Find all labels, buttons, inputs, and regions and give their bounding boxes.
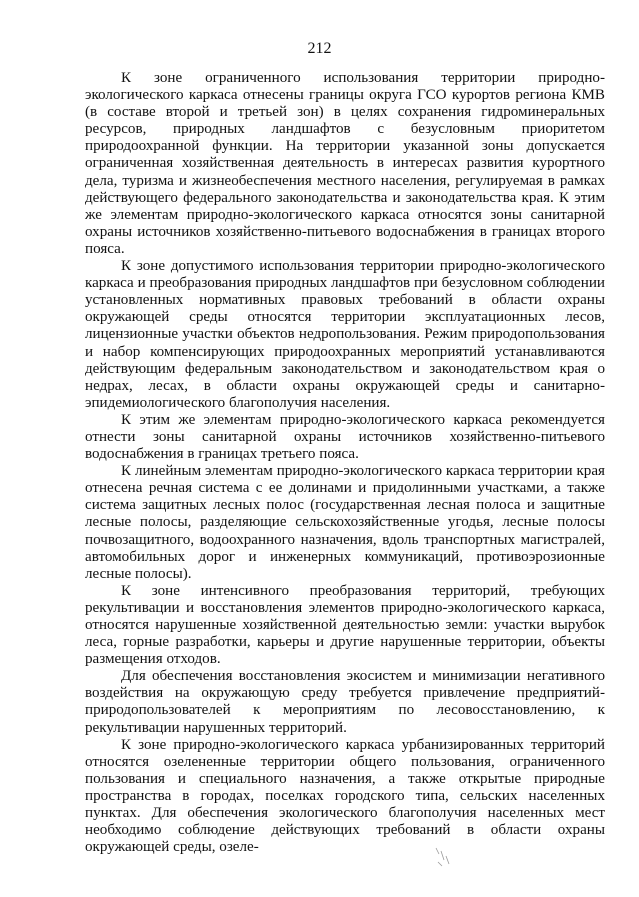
scan-mark xyxy=(430,842,460,872)
paragraph-third-belt-protection: К этим же элементам природно-экологического каркаса рекомендуется отнести зоны санитарной охраны источников хозяйственно-питьевого водоснабжения в границах третьего пояса. xyxy=(85,411,605,463)
page-number: 212 xyxy=(307,40,332,57)
paragraph-ecosystem-restoration: Для обеспечения восстановления экосистем и минимизации негативного воздействия на окружающую среду требуется привлечение предприятий-природопользователей к мероприятиям по лесовосстановлению, к рекультивации нарушенных территорий. xyxy=(85,668,605,736)
paragraph-urbanized-territories: К зоне природно-экологического каркаса урбанизированных территорий относятся озелененные территории общего пользования, ограниченного пользования и специального назначения, а также открытые природные пространства в городах, поселках городского типа, сельских населенных пунктах. Для обеспечения экологического благополучия населенных мест необходимо соблюдение действующих требований в области охраны окружающей среды, озеле- xyxy=(85,736,605,856)
paragraph-restricted-use-zone: К зоне ограниченного использования территории природно-экологического каркаса отнесены границы округа ГСО курортов региона КМВ (в составе второй и третьей зон) в целях сохранения гидроминеральных ресурсов, природных ландшафтов с безусловным приоритетом природоохранной функции. На территории указанной зоны допускается ограниченная хозяйственная деятельность в интересах развития курортного дела, туризма и жизнеобеспечения местного населения, регулируемая в рамках действующего федерального законодательства и законодательства края. К этим же элементам природно-экологического каркаса относятся зоны санитарной охраны источников хозяйственно-питьевого водоснабжения в границах второго пояса. xyxy=(85,70,605,257)
paragraph-linear-elements: К линейным элементам природно-экологического каркаса территории края отнесена речная система с ее долинами и придолинными участками, а также система защитных лесных полос (государственная лесная полоса и защитные лесные полосы, разделяющие сельскохозяйственные угодья, лесные полосы почвозащитного, водоохранного назначения, вдоль транспортных магистралей, автомобильных дорог и инженерных коммуникаций, противоэрозионные лесные полосы). xyxy=(85,463,605,582)
paragraph-permissible-use-zone: К зоне допустимого использования территории природно-экологического каркаса и преобразования природных ландшафтов при безусловном соблюдении установленных нормативных правовых требований в области охраны окружающей среды относятся территории эксплуатационных лесов, лицензионные участки объектов недропользования. Режим природопользования и набор компенсирующих природоохранных мероприятий устанавливаются действующим федеральным законодательством и законодательством края о недрах, лесах, в области охраны окружающей среды и санитарно-эпидемиологического благополучия населения. xyxy=(85,258,605,411)
paragraph-intensive-transformation-zone: К зоне интенсивного преобразования территорий, требующих рекультивации и восстановления элементов природно-экологического каркаса, относятся нарушенные хозяйственной деятельностью земли: участки вырубок леса, горные разработки, карьеры и другие нарушенные территории, объекты размещения отходов. xyxy=(85,582,605,668)
document-body xyxy=(85,70,605,856)
